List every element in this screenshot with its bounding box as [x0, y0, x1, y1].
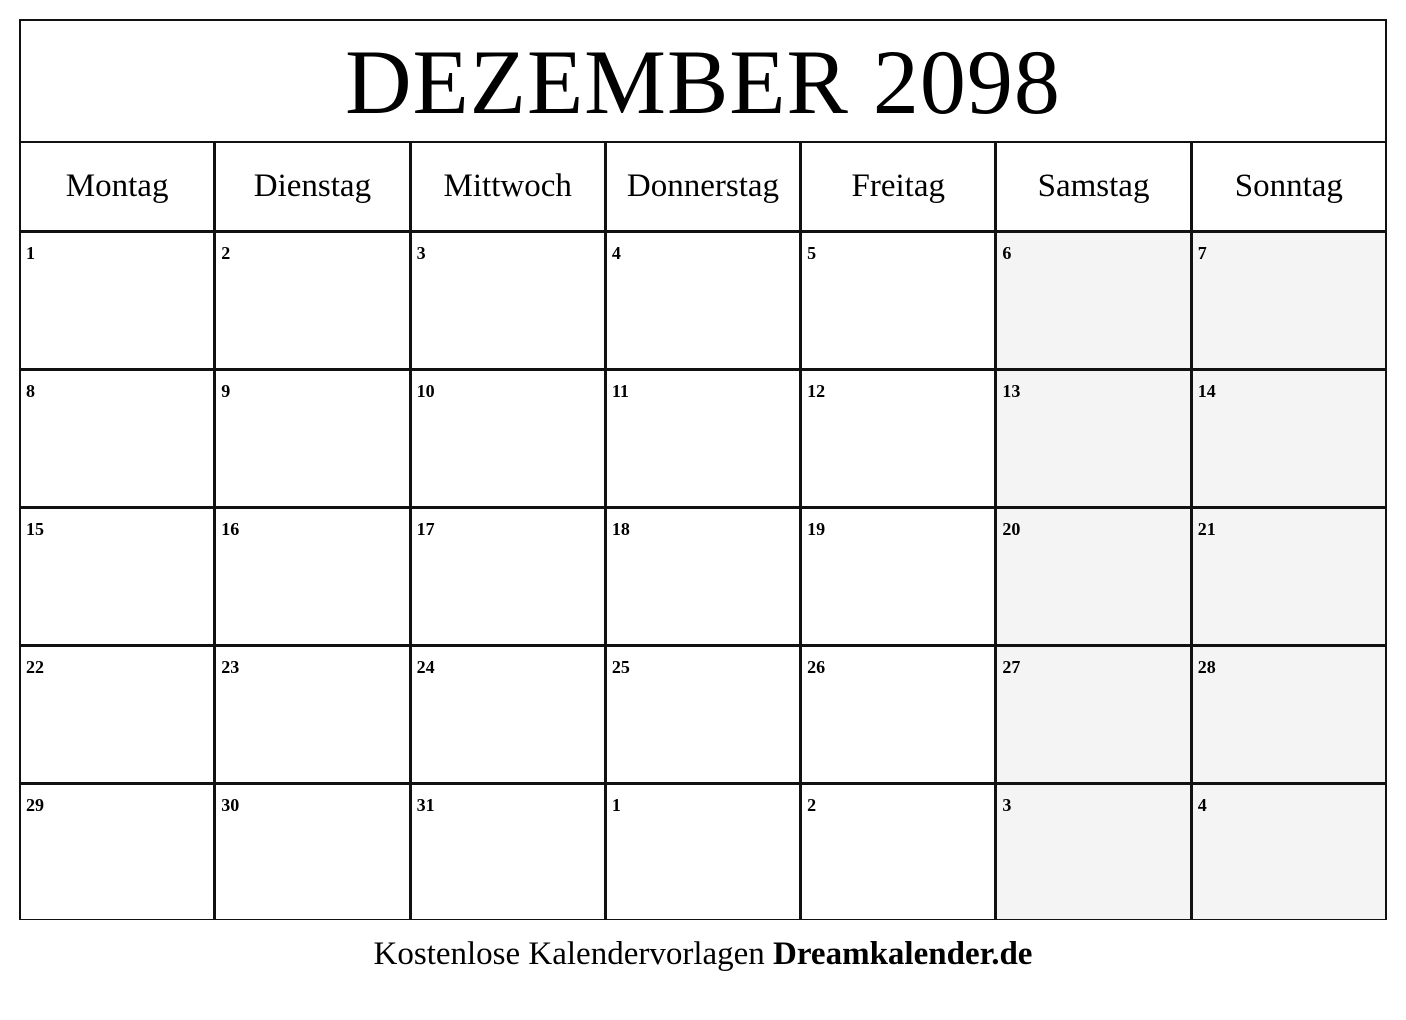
day-cell — [802, 647, 997, 782]
weekend-day-cell — [1193, 233, 1385, 368]
day-number: 23 — [221, 657, 240, 677]
weekend-day-cell — [997, 785, 1192, 919]
day-number: 9 — [221, 381, 231, 401]
week-row-2 — [21, 371, 1385, 509]
day-number: 24 — [416, 657, 435, 677]
week-row-4 — [21, 647, 1385, 785]
day-number: 25 — [611, 657, 630, 677]
weekend-day-cell — [1193, 371, 1385, 506]
day-cell — [412, 371, 607, 506]
day-cell — [802, 233, 997, 368]
day-number: 27 — [1002, 657, 1021, 677]
day-number: 22 — [26, 657, 44, 677]
day-number: 2 — [807, 795, 817, 815]
day-cell — [412, 233, 607, 368]
day-cell — [216, 233, 411, 368]
month-title: DEZEMBER 2098 — [345, 31, 1061, 133]
day-cell — [607, 509, 802, 644]
day-cell — [216, 371, 411, 506]
weekday-header-wednesday: Mittwoch — [412, 143, 607, 230]
day-number: 17 — [416, 519, 435, 539]
day-number: 1 — [26, 243, 35, 263]
day-cell — [216, 785, 411, 919]
day-cell — [802, 785, 997, 919]
day-number: 16 — [221, 519, 240, 539]
week-row-1 — [21, 233, 1385, 371]
day-number: 14 — [1197, 381, 1216, 401]
weekend-day-cell — [997, 509, 1192, 644]
day-number: 21 — [1197, 519, 1216, 539]
day-number: 26 — [807, 657, 826, 677]
day-cell — [802, 509, 997, 644]
day-number: 11 — [611, 381, 629, 401]
day-cell — [802, 371, 997, 506]
weekend-day-cell — [997, 647, 1192, 782]
day-number: 8 — [26, 381, 35, 401]
day-number: 19 — [807, 519, 826, 539]
footer-brand: Dreamkalender.de — [773, 936, 1033, 972]
day-number: 10 — [416, 381, 435, 401]
day-cell — [21, 371, 216, 506]
weekday-header-friday: Freitag — [802, 143, 997, 230]
day-cell — [607, 785, 802, 919]
day-number: 28 — [1197, 657, 1216, 677]
weekday-header-row — [21, 143, 1385, 233]
day-cell — [412, 647, 607, 782]
week-row-3 — [21, 509, 1385, 647]
day-number: 7 — [1197, 243, 1207, 263]
weekday-header-thursday: Donnerstag — [607, 143, 802, 230]
day-number: 15 — [26, 519, 44, 539]
day-cell — [216, 647, 411, 782]
day-number: 18 — [611, 519, 630, 539]
day-number: 2 — [221, 243, 231, 263]
weekend-day-cell — [1193, 647, 1385, 782]
weekday-header-saturday: Samstag — [997, 143, 1192, 230]
weekday-header-tuesday: Dienstag — [216, 143, 411, 230]
calendar — [19, 19, 1387, 920]
weekday-header-sunday: Sonntag — [1234, 168, 1343, 204]
weekday-header-monday: Montag — [21, 143, 216, 230]
title-bar — [21, 21, 1385, 143]
day-number: 12 — [807, 381, 826, 401]
footer — [0, 936, 1406, 973]
day-number: 13 — [1002, 381, 1021, 401]
day-cell — [21, 647, 216, 782]
weekend-day-cell — [997, 371, 1192, 506]
day-number: 4 — [1197, 795, 1207, 815]
day-cell — [216, 509, 411, 644]
day-cell — [412, 509, 607, 644]
day-number: 4 — [611, 243, 621, 263]
day-number: 3 — [416, 243, 426, 263]
day-number: 31 — [416, 795, 435, 815]
day-cell — [607, 647, 802, 782]
day-cell — [607, 371, 802, 506]
day-cell — [21, 233, 216, 368]
day-number: 3 — [1002, 795, 1012, 815]
week-row-5 — [21, 785, 1385, 919]
weekend-day-cell — [997, 233, 1192, 368]
day-cell — [412, 785, 607, 919]
footer-text: Kostenlose Kalendervorlagen — [373, 936, 774, 972]
day-number: 1 — [611, 795, 621, 815]
day-cell — [607, 233, 802, 368]
weeks-grid — [21, 233, 1385, 919]
day-number: 6 — [1002, 243, 1012, 263]
day-cell — [21, 509, 216, 644]
day-number: 5 — [807, 243, 817, 263]
weekend-day-cell — [1193, 785, 1385, 919]
day-number: 30 — [221, 795, 240, 815]
day-number: 29 — [26, 795, 44, 815]
weekend-day-cell — [1193, 509, 1385, 644]
day-number: 20 — [1002, 519, 1021, 539]
day-cell — [21, 785, 216, 919]
